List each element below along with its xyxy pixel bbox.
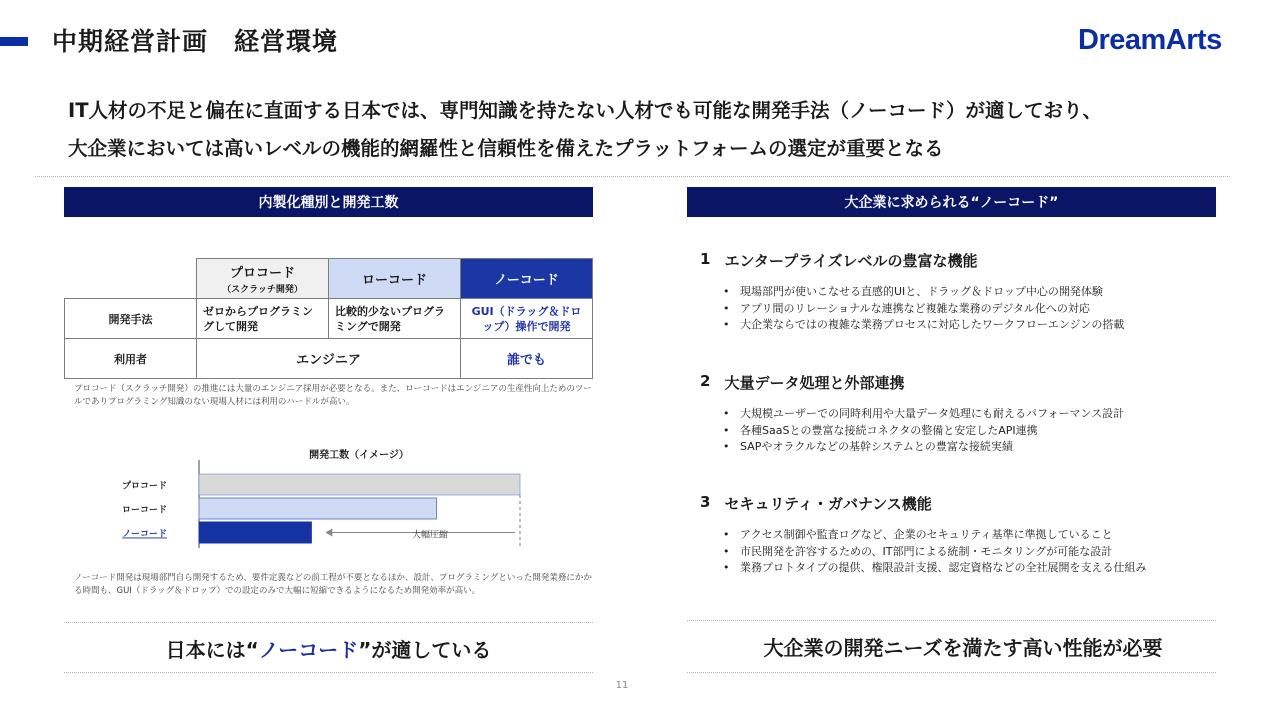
column-label: プロコード [229, 266, 295, 281]
list-item: • 大規模ユーザーでの同時利用や大量データ処理にも耐えるパフォーマンス設計 [723, 406, 1220, 423]
chart-note: ノーコード開発は現場部門自ら開発するため、要件定義などの前工程が不要となるほか、設計、プログラミングといった開発業務にかかる時間も、GUI（ドラッグ＆ドロップ）での設定のみで大幅に短縮できるようになるため開発効率が高い。 [74, 573, 592, 596]
list-item: • SAPやオラクルなどの基幹システムとの豊富な接続実績 [723, 439, 1220, 456]
table-cell: 誰でも [461, 339, 593, 379]
bar [199, 498, 437, 519]
feature-title-text: 大量データ処理と外部連携 [724, 374, 905, 392]
list-item: • アクセス制御や監査ログなど、企業のセキュリティ基準に準拠していること [723, 527, 1220, 544]
bar [199, 474, 520, 495]
column-label: ローコード [361, 273, 427, 288]
column-label: ノーコード [494, 273, 559, 288]
page-number: 11 [615, 680, 629, 691]
feature-data-integration [700, 372, 1220, 456]
feature-enterprise [700, 250, 1220, 334]
feature-bullets [700, 406, 1220, 456]
table-corner [65, 259, 197, 299]
table-cell: 比較的少ないプログラミングで開発 [329, 299, 461, 339]
feature-title-text: セキュリティ・ガバナンス機能 [724, 495, 932, 513]
annotation-arrow-head [325, 529, 332, 537]
list-item: • 現場部門が使いこなせる直感的UIと、ドラッグ＆ドロップ中心の開発体験 [723, 284, 1220, 301]
left-section-header: 内製化種別と開発工数 [64, 187, 593, 217]
feature-security [700, 493, 1220, 577]
list-item: • 大企業ならではの複雑な業務プロセスに対応したワークフローエンジンの搭載 [723, 317, 1220, 334]
conclusion-suffix: ”が適している [358, 638, 492, 662]
list-item: • 業務プロトタイプの提供、権限設計支援、認定資格などの全社展開を支える仕組み [723, 560, 1220, 577]
column-header-procode [197, 259, 329, 299]
table-cell: GUI（ドラッグ＆ドロップ）操作で開発 [461, 299, 593, 339]
column-header-nocode [461, 259, 593, 299]
dev-effort-chart [100, 460, 540, 556]
page-title: 中期経営計画 経営環境 [52, 27, 339, 56]
table-cell: ゼロからプログラミングして開発 [197, 299, 329, 339]
list-item: • アプリ間のリレーショナルな連携など複雑な業務のデジタル化への対応 [723, 301, 1220, 318]
bar [199, 522, 311, 543]
annotation-label: 大幅圧縮 [411, 530, 449, 541]
row-header-method: 開発手法 [65, 299, 197, 339]
feature-title [700, 372, 1220, 393]
accent-bar [0, 37, 28, 46]
feature-bullets [700, 527, 1220, 577]
conclusion-prefix: 日本には“ [165, 638, 259, 662]
table-cell: エンジニア [197, 339, 461, 379]
feature-number: 1 [700, 250, 711, 268]
development-type-table [64, 258, 593, 379]
headline-line-2: 大企業においては高いレベルの機能的網羅性と信頼性を備えたプラットフォームの選定が重要となる [68, 137, 944, 160]
feature-bullets [700, 284, 1220, 334]
left-conclusion [64, 634, 593, 663]
feature-title [700, 493, 1220, 514]
conclusion-highlight: ノーコード [258, 638, 359, 662]
category-label: プロコード [121, 481, 167, 492]
right-section-header: 大企業に求められる“ノーコード” [687, 187, 1216, 217]
dreamarts-logo: DreamArts [1078, 24, 1222, 56]
list-item: • 市民開発を許容するための、IT部門による統制・モニタリングが可能な設計 [723, 544, 1220, 561]
feature-title-text: エンタープライズレベルの豊富な機能 [724, 252, 978, 270]
feature-title [700, 250, 1220, 271]
category-label: ローコード [121, 505, 167, 516]
divider [35, 176, 1230, 177]
column-sublabel: （スクラッチ開発） [222, 285, 303, 295]
right-conclusion: 大企業の開発ニーズを満たす高い性能が必要 [763, 636, 1163, 660]
feature-number: 2 [700, 372, 711, 390]
divider [687, 620, 1216, 621]
row-header-user: 利用者 [65, 339, 197, 379]
chart-title: 開発工数（イメージ） [309, 450, 409, 461]
divider [687, 672, 1216, 673]
column-header-lowcode [329, 259, 461, 299]
feature-number: 3 [700, 493, 711, 511]
category-label: ノーコード [122, 529, 167, 540]
list-item: • 各種SaaSとの豊富な接続コネクタの整備と安定したAPI連携 [723, 423, 1220, 440]
table-note: プロコード（スクラッチ開発）の推進には大量のエンジニア採用が必要となる。また、ローコードはエンジニアの生産性向上ためのツールでありプログラミング知識のない現場人材には利用のハードルが高い。 [74, 384, 592, 407]
divider [64, 622, 593, 623]
divider [64, 672, 593, 673]
headline-line-1: IT人材の不足と偏在に直面する日本では、専門知識を持たない人材でも可能な開発手法（ノーコード）が適しており、 [68, 99, 1102, 122]
